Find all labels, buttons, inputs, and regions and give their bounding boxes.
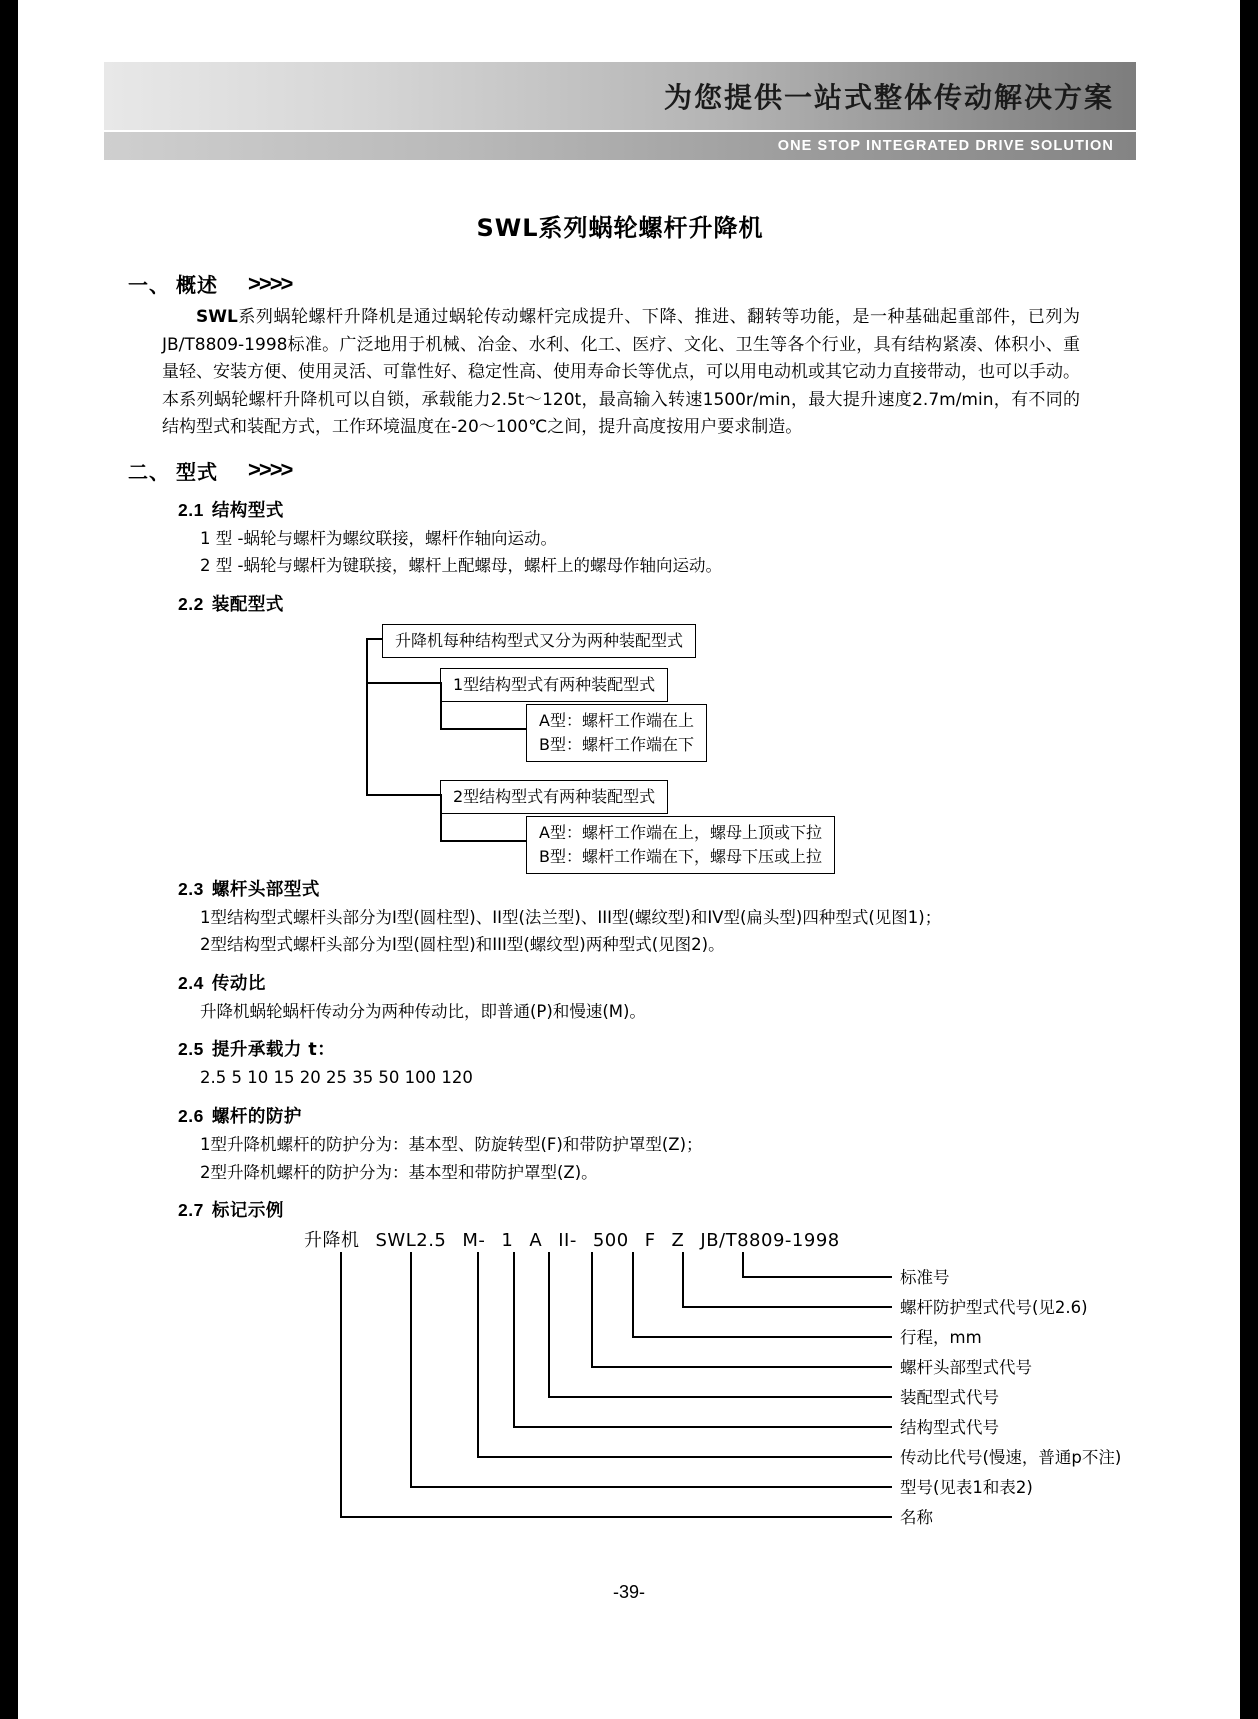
leader-hline-4 bbox=[548, 1396, 892, 1398]
callout-label-1: 螺杆防护型式代号(见2.6) bbox=[900, 1298, 1088, 1318]
tree-branch2-detail-line-2: B型：螺杆工作端在下，螺母下压或上拉 bbox=[539, 846, 822, 866]
code-token-3: 1 bbox=[501, 1230, 514, 1252]
tree-branch2-box: 2型结构型式有两种装配型式 bbox=[440, 780, 668, 814]
left-edge-bar bbox=[0, 0, 18, 1719]
code-token-7: F bbox=[644, 1230, 656, 1252]
tree-root-box: 升降机每种结构型式又分为两种装配型式 bbox=[382, 624, 696, 658]
tree-branch1-detail-line-2: B型：螺杆工作端在下 bbox=[539, 734, 694, 754]
subsection-2-3-line-2: 2型结构型式螺杆头部分为I型(圆柱型)和III型(螺纹型)两种型式(见图2)。 bbox=[200, 935, 725, 955]
subsection-2-5-number: 2.5 bbox=[178, 1039, 204, 1060]
leader-vline-3 bbox=[591, 1252, 593, 1368]
callout-label-7: 型号(见表1和表2) bbox=[900, 1478, 1033, 1498]
leader-hline-0 bbox=[742, 1276, 892, 1278]
subsection-2-5-title: 提升承载力 t： bbox=[211, 1040, 336, 1061]
tree-line-branch2-down bbox=[440, 794, 442, 842]
header-subbanner bbox=[104, 132, 1136, 160]
right-edge-bar bbox=[1240, 0, 1258, 1719]
leader-hline-2 bbox=[632, 1336, 892, 1338]
tree-branch2-detail-line-1: A型：螺杆工作端在上，螺母上顶或下拉 bbox=[539, 822, 822, 842]
document-content bbox=[104, 190, 1136, 1526]
tree-line-branch2-detail bbox=[440, 840, 526, 842]
tree-branch1-detail-box bbox=[526, 704, 707, 762]
code-token-6: 500 bbox=[592, 1230, 629, 1252]
code-token-4: A bbox=[529, 1230, 543, 1252]
tree-line-spine bbox=[366, 638, 368, 796]
section-heading-overview bbox=[128, 269, 1136, 298]
marking-code-line bbox=[304, 1226, 856, 1252]
subsection-2-1-heading bbox=[178, 497, 1136, 522]
subsection-2-6-title: 螺杆的防护 bbox=[211, 1107, 302, 1128]
marking-example-diagram bbox=[104, 1226, 1136, 1526]
subsection-2-3-title: 螺杆头部型式 bbox=[211, 879, 320, 900]
code-token-8: Z bbox=[671, 1230, 685, 1252]
leader-vline-4 bbox=[548, 1252, 550, 1398]
subsection-2-5-values: 2.5 5 10 15 20 25 35 50 100 120 bbox=[200, 1068, 473, 1088]
section-heading-types bbox=[128, 456, 1136, 485]
subsection-2-6-line-1: 1型升降机螺杆的防护分为：基本型、防旋转型(F)和带防护罩型(Z)； bbox=[200, 1135, 703, 1155]
leader-vline-5 bbox=[513, 1252, 515, 1428]
section1-number: 一、 bbox=[128, 273, 170, 297]
tree-branch1-box: 1型结构型式有两种装配型式 bbox=[440, 668, 668, 702]
leader-vline-2 bbox=[632, 1252, 634, 1338]
section2-number: 二、 bbox=[128, 459, 170, 484]
subsection-2-2-heading bbox=[178, 591, 1136, 616]
leader-vline-7 bbox=[410, 1252, 412, 1488]
subsection-2-5-heading bbox=[178, 1036, 1136, 1061]
page-title: SWL系列蜗轮螺杆升降机 bbox=[476, 214, 764, 242]
subsection-2-4-number: 2.4 bbox=[178, 972, 204, 993]
leader-hline-7 bbox=[410, 1486, 892, 1488]
section1-lead: SWL bbox=[196, 307, 238, 327]
section2-arrows: >>>> bbox=[248, 457, 292, 483]
code-token-1: SWL2.5 bbox=[375, 1230, 447, 1252]
tree-line-root-stub bbox=[366, 638, 382, 640]
header-banner bbox=[104, 62, 1136, 130]
subsection-2-6-heading bbox=[178, 1103, 1136, 1128]
section2-title: 型式 bbox=[176, 459, 218, 484]
leader-vline-0 bbox=[742, 1252, 744, 1278]
subsection-2-1-line-2: 2 型 -蜗轮与螺杆为键联接，螺杆上配螺母，螺杆上的螺母作轴向运动。 bbox=[200, 556, 722, 576]
leader-hline-8 bbox=[340, 1516, 892, 1518]
leader-vline-1 bbox=[682, 1252, 684, 1308]
leader-hline-6 bbox=[477, 1456, 892, 1458]
subsection-2-2-number: 2.2 bbox=[178, 593, 204, 614]
leader-vline-8 bbox=[340, 1252, 342, 1518]
subsection-2-6-number: 2.6 bbox=[178, 1106, 204, 1127]
callout-label-2: 行程，mm bbox=[900, 1328, 982, 1348]
code-token-0: 升降机 bbox=[304, 1230, 360, 1252]
callout-label-0: 标准号 bbox=[900, 1268, 950, 1288]
leader-hline-5 bbox=[513, 1426, 892, 1428]
callout-label-6: 传动比代号(慢速，普通p不注) bbox=[900, 1448, 1122, 1468]
subsection-2-4-line-1: 升降机蜗轮蜗杆传动分为两种传动比，即普通(P)和慢速(M)。 bbox=[200, 1001, 646, 1021]
subsection-2-4-heading bbox=[178, 970, 1136, 995]
subsection-2-7-number: 2.7 bbox=[178, 1200, 204, 1221]
tree-branch1-detail-line-1: A型：螺杆工作端在上 bbox=[539, 710, 694, 730]
tree-line-branch1-down bbox=[440, 682, 442, 730]
header-chinese-slogan: 为您提供一站式整体传动解决方案 bbox=[663, 81, 1114, 114]
subsection-2-1-title: 结构型式 bbox=[211, 500, 284, 521]
section1-body: 系列蜗轮螺杆升降机是通过蜗轮传动螺杆完成提升、下降、推进、翻转等功能，是一种基础起重部件，已列为JB/T8809-1998标准。广泛地用于机械、冶金、水利、化工、医疗、文化、卫生等各个行业，具有结构紧凑、体积小、重量轻、安装方便、使用灵活、可靠性好、稳定性高、使用寿命长等优点，可以用电动机或其它动力直接带动，也可以手动。本系列蜗轮螺杆升降机可以自锁，承载能力2.5t～120t，最高输入转速1500r/min，最大提升速度2.7m/min，有不同的结构型式和装配方式，工作环境温度在-20～100℃之间，提升高度按用户要求制造。 bbox=[162, 307, 1080, 438]
subsection-2-7-heading bbox=[178, 1197, 1136, 1222]
subsection-2-3-heading bbox=[178, 876, 1136, 901]
page-number: -39- bbox=[612, 1582, 645, 1602]
code-token-9: JB/T8809-1998 bbox=[700, 1230, 840, 1252]
subsection-2-3-number: 2.3 bbox=[178, 878, 204, 899]
subsection-2-1-number: 2.1 bbox=[178, 499, 204, 520]
section1-paragraph bbox=[162, 304, 1080, 442]
callout-label-4: 装配型式代号 bbox=[900, 1388, 999, 1408]
callout-label-5: 结构型式代号 bbox=[900, 1418, 999, 1438]
section1-arrows: >>>> bbox=[248, 270, 292, 296]
subsection-2-7-title: 标记示例 bbox=[211, 1201, 284, 1222]
tree-line-branch1 bbox=[366, 682, 440, 684]
leader-vline-6 bbox=[477, 1252, 479, 1458]
subsection-2-3-line-1: 1型结构型式螺杆头部分为I型(圆柱型)、II型(法兰型)、III型(螺纹型)和IV型(扁头型)四种型式(见图1)； bbox=[200, 907, 942, 927]
tree-line-branch1-detail bbox=[440, 728, 526, 730]
leader-hline-3 bbox=[591, 1366, 892, 1368]
assembly-type-tree-diagram bbox=[104, 624, 1136, 864]
subsection-2-4-title: 传动比 bbox=[211, 973, 266, 994]
tree-line-branch2 bbox=[366, 794, 440, 796]
leader-hline-1 bbox=[682, 1306, 892, 1308]
code-token-5: II- bbox=[558, 1230, 577, 1252]
code-token-2: M- bbox=[462, 1230, 486, 1252]
subsection-2-6-line-2: 2型升降机螺杆的防护分为：基本型和带防护罩型(Z)。 bbox=[200, 1162, 598, 1182]
header-english-slogan: ONE STOP INTEGRATED DRIVE SOLUTION bbox=[777, 138, 1114, 154]
callout-label-8: 名称 bbox=[900, 1508, 933, 1528]
subsection-2-2-title: 装配型式 bbox=[211, 594, 284, 615]
subsection-2-1-line-1: 1 型 -蜗轮与螺杆为螺纹联接，螺杆作轴向运动。 bbox=[200, 528, 557, 548]
section1-title: 概述 bbox=[176, 273, 218, 297]
callout-label-3: 螺杆头部型式代号 bbox=[900, 1358, 1032, 1378]
tree-branch2-detail-box bbox=[526, 816, 835, 874]
